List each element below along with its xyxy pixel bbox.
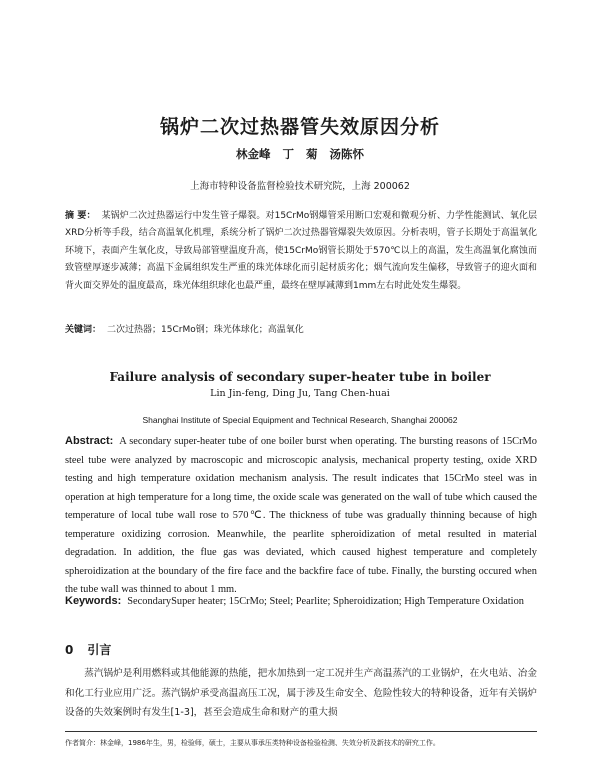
authors-en: Lin Jin-feng, Ding Ju, Tang Chen-huai: [210, 388, 390, 399]
abstract-cn: [65, 208, 537, 295]
abstract-cn-text: 某锅炉二次过热器运行中发生管子爆裂。对15CrMo钢爆管采用断口宏观和微观分析、力学性能测试、氧化层XRD分析等手段，结合高温氧化机理，系统分析了锅炉二次过热器管爆裂失效原因。分析表明，管子长期处于高温氧化环境下，表面产生氧化皮，导致局部管壁温度升高，使15CrMo钢管长期处于570℃以上的高温，发生高温氧化腐蚀而致管壁厚逐步减薄；高温下金属组织发生严重的珠光体球化而引起材质劣化；烟气流向发生偏移，导致管子的迎火面和背火面交界处的温度最高，珠光体组织球化也最严重，最终在壁厚减薄到1mm左右时此处发生爆裂。: [65, 211, 537, 291]
keywords-en-text: SecondarySuper heater; 15CrMo; Steel; Pearlite; Spheroidization; High Temperature Oxidation: [127, 596, 524, 607]
keywords-en-label: Keywords:: [65, 595, 122, 607]
affiliation-en: Shanghai Institute of Special Equipment and Technical Research, Shanghai 200062: [142, 415, 458, 425]
keywords-cn: [65, 322, 537, 335]
section-title: 引言: [87, 643, 112, 657]
keywords-cn-label: 关键词：: [65, 325, 102, 335]
authors-cn: 林金峰 丁 菊 汤陈怀: [235, 147, 364, 161]
abstract-cn-label: 摘 要：: [65, 211, 96, 221]
paper-title-en: Failure analysis of secondary super-heater tube in boiler: [109, 370, 491, 384]
introduction-body: [65, 664, 537, 723]
keywords-en: [65, 592, 537, 612]
abstract-en-label: Abstract:: [65, 435, 114, 447]
keywords-cn-text: 二次过热器；15CrMo钢；珠光体球化；高温氧化: [107, 325, 304, 335]
abstract-en-text: A secondary super-heater tube of one boiler burst when operating. The bursting reasons of 15CrMo steel tube were analyzed by macroscopic and microscopic analysis, mechanical property testing, oxide XRD testing and high temperature oxidation mechanism analysis. The result indicates that 15CrMo steel was in operation at high temperature for a long time, the oxide scale was generated on the wall of tube which caused the temperature of local tube wall rose to 570℃. The thickness of tube was gradually thinning because of high temperature oxidizing corrosion. Meanwhile, the pearlite spheroidization of metal resulted in material degradation. In addition, the flue gas was deviated, which caused highest temperature and completely spheroidization at the boundary of the fire face and the backfire face of tube. Finally, the bursting occured when the tube wall was thinned to about 1 mm.: [65, 436, 537, 595]
section-heading: [65, 641, 111, 658]
section-number: 0: [65, 643, 74, 657]
affiliation-cn: 上海市特种设备监督检验技术研究院，上海 200062: [190, 181, 410, 192]
intro-paragraph: 蒸汽锅炉是利用燃料或其他能源的热能，把水加热到一定工况并生产高温蒸汽的工业锅炉，在火电站、冶金和化工行业应用广泛。蒸汽锅炉承受高温高压工况，属于涉及生命安全、危险性较大的特种设备，近年有关锅炉设备的失效案例时有发生[1-3]，甚至会造成生命和财产的重大损: [65, 668, 537, 718]
paper-title-cn: 锅炉二次过热器管失效原因分析: [159, 116, 440, 138]
author-footnote: 作者简介：林金峰，1986年生，男，检验师，硕士，主要从事承压类特种设备检验检测、失效分析及新技术的研究工作。: [65, 739, 440, 747]
footnote-divider: [65, 731, 537, 732]
abstract-en: [65, 432, 537, 600]
